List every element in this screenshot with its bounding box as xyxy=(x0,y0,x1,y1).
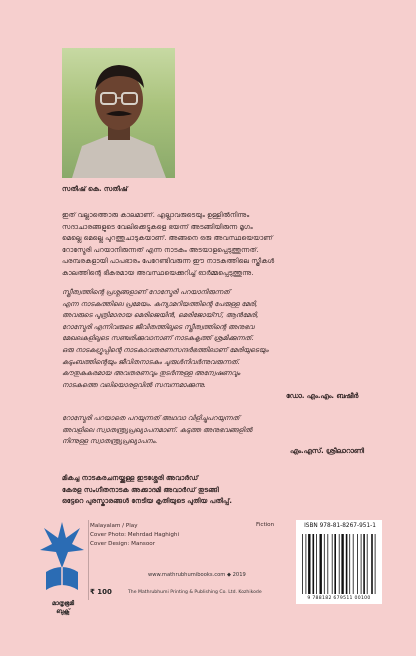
review-2-author: എം.എസ്. ശ്രീലാറാണി xyxy=(290,447,365,455)
review-1-author: ഡോ. എം.എം. ബഷീർ xyxy=(286,392,359,400)
author-caption: സതീഷ് കെ. സതീഷ് xyxy=(62,185,128,193)
website-link[interactable]: www.mathrubhumibooks.com ◆ 2019 xyxy=(148,572,246,578)
review-paragraph-1: സ്ത്രീത്വത്തിന്റെ പ്രശ്നങ്ങളാണ് റോസ്മേരി പറയാനിരുന്നത് എന്ന നാടകത്തിലെ പ്രമേയം. കന്യാമറിയത്തിന്റെ പേരുള്ള മേരി, അവരുടെ പുത്രിമാരായ മെരിജെയിൻ, മെരിജോയ്സ്, ആൻമേരി, റോസ്മേരി എന്നിവരുടെ ജീവിതത്തിലൂടെ സ്ത്രീത്വത്തിന്റെ അനുഭവ മേഖലകളിലൂടെ സഞ്ചരിക്കുവാനാണ് നാടകകൃത്ത് ശ്രമിക്കുന്നത്. ഒരു നാടകഗ്രൂപ്പിന്റെ നാടകാവതരണസന്ദർഭത്തിലാണ് മേരിയുടെയും കുടുംബത്തിന്റെയും ജീവിതനാടകം ചുരുൾനിവർന്നുവരുന്നത്. കൗതുകകരമായ അവതരണവും തുടർന്നുള്ള അന്വേഷണവും നാടകത്തെ വലിയൊരളവിൽ സമ്പന്നമാക്കുന്നു. xyxy=(62,288,269,389)
cover-photo-credit: Cover Photo: Mehrdad Haghighi xyxy=(90,532,180,538)
review-paragraph-2: റോസ്മേരി പറയാതെ പറയുന്നത് അഥവാ വിളിച്ചുപറയുന്നത് അവളിലെ സ്വാതന്ത്ര്യപ്രഖ്യാപനമാണ്. കടുത്ത അനുഭവങ്ങളിൽ നിന്നുള്ള സ്വാതന്ത്ര്യപ്രഖ്യാപനം. xyxy=(62,414,253,446)
book-meta xyxy=(90,522,179,549)
footer-divider xyxy=(88,520,89,600)
publisher-logo-text: മാതൃഭൂമി ബുക്സ് xyxy=(51,600,75,615)
publisher-logo-icon xyxy=(40,520,84,596)
barcode-bars xyxy=(296,520,382,604)
awards-paragraph: മികച്ച നാടകരചനയ്ക്കുള്ള ഇടശ്ശേരി അവാർഡ് കേരള സംഗീതനാടക അക്കാദമി അവാർഡ് തുടങ്ങി ഒട്ടേറെ പുരസ്കാരങ്ങൾ നേടിയ കൃതിയുടെ പുതിയ പതിപ്പ്. xyxy=(62,474,232,506)
genre-label: Fiction xyxy=(256,522,275,528)
intro-paragraph: ഇത് വല്ലാത്തൊരു കാലമാണ്. എല്ലാവരുടെയും ഉള്ളിൽനിന്നും സദാചാരങ്ങളുടെ വേലിക്കെട്ടുകളെ ഭയന്ന് അടങ്ങിയിരുന്ന മൃഗം മെല്ലെ മെല്ലെ പുറത്തുചാടുകയാണ്. അങ്ങനെ ഒരു അവസ്ഥയെയാണ് റോസ്മേരി പറയാനിരുന്നത് എന്ന നാടകം അടയാളപ്പെടുത്തുന്നത്. പരമ്പരകളായി പാപഭാരം പേറേണ്ടിവരുന്ന ഈ നാടകത്തിലെ സ്ത്രീകൾ കാലത്തിന്റെ ഭീകരമായ അവസ്ഥയെക്കുറിച്ച് ഓർമ്മപ്പെടുത്തുന്നു. xyxy=(62,211,275,277)
barcode xyxy=(296,520,382,604)
author-photo xyxy=(62,48,175,178)
cover-design-credit: Cover Design: Mansoor xyxy=(90,541,155,547)
price: ₹ 100 xyxy=(90,588,112,596)
isbn: ISBN 978-81-8267-951-1 xyxy=(304,523,376,529)
category: Malayalam / Play xyxy=(90,523,138,529)
publisher-line: The Mathrubhumi Printing & Publishing Co. Ltd. Kozhikode xyxy=(128,590,262,595)
barcode-number: 9 788182 679511 00100 xyxy=(307,596,371,601)
